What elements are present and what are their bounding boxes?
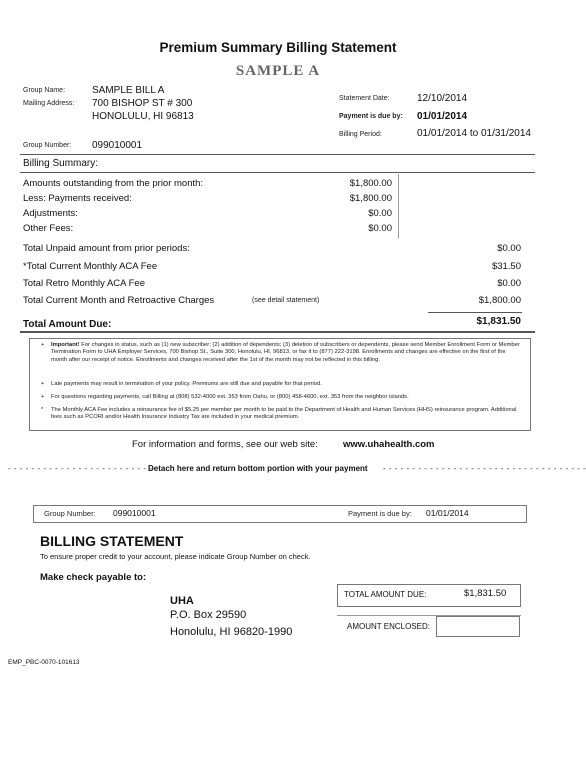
mailing-address-label: Mailing Address: xyxy=(23,100,75,107)
prior-row-label: Less: Payments received: xyxy=(23,193,132,204)
amount-enclosed-label: AMOUNT ENCLOSED: xyxy=(347,622,430,631)
prior-row-amount: $0.00 xyxy=(368,223,392,234)
payee-name: UHA xyxy=(170,595,194,607)
total-due-label: Total Amount Due: xyxy=(23,319,112,330)
notice-bullet: + xyxy=(41,381,45,387)
statement-title: Premium Summary Billing Statement xyxy=(159,40,397,55)
stub-payment-due-label: Payment is due by: xyxy=(348,509,412,518)
total-row-amount: $1,800.00 xyxy=(478,295,521,306)
group-name-value: SAMPLE BILL A xyxy=(92,85,165,96)
form-code: EMP_PBC-0070-101613 xyxy=(8,659,80,666)
payable-label: Make check payable to: xyxy=(40,572,147,583)
notice-bullet: + xyxy=(41,394,45,400)
total-row-label: *Total Current Monthly ACA Fee xyxy=(23,261,158,272)
notice-text: For changes in status, such as (1) new subscriber; (2) addition of dependents; (3) deletion of subscribers or dependents, please send Member Enrollment Form or Member Termination Form to UHA Employer Services, 700 Bishop St., Suite 300, Honolulu, HI, 96813, or fax it to (877) 222-3198. Enrollments and changes are effective on the first of the month after our receipt of notice. Enrollments and changes received after the 1st of the month may not be reflected in this billing. xyxy=(51,342,520,363)
prior-row-amount: $1,800.00 xyxy=(349,193,392,204)
notice-late-payments xyxy=(41,381,521,388)
address-line-1: 700 BISHOP ST # 300 xyxy=(92,98,193,109)
stub-heading: BILLING STATEMENT xyxy=(40,533,184,549)
total-due-top-rule xyxy=(428,312,522,313)
summary-top-rule xyxy=(20,154,535,155)
stub-total-label: TOTAL AMOUNT DUE: xyxy=(344,590,427,599)
stub-instruction: To ensure proper credit to your account, please indicate Group Number on check. xyxy=(40,552,311,561)
total-row-label: Total Unpaid amount from prior periods: xyxy=(23,243,190,254)
total-row-amount: $0.00 xyxy=(497,243,521,254)
group-name-label: Group Name: xyxy=(23,87,66,94)
detail-statement-note: (see detail statement) xyxy=(252,297,320,304)
notice-billing-questions xyxy=(41,394,521,401)
amount-enclosed-field[interactable] xyxy=(436,616,520,637)
stub-total-value: $1,831.50 xyxy=(464,588,507,599)
detach-text: Detach here and return bottom portion with your payment xyxy=(148,464,368,473)
group-number-value: 099010001 xyxy=(92,140,143,151)
payment-due-value: 01/01/2014 xyxy=(417,111,468,122)
address-line-2: HONOLULU, HI 96813 xyxy=(92,111,194,122)
notice-text: Late payments may result in termination of your policy. Premiums are still due and payable for that period. xyxy=(51,381,322,387)
total-row-amount: $31.50 xyxy=(491,261,521,272)
notice-bullet: * xyxy=(41,407,44,413)
summary-heading-rule xyxy=(20,172,535,173)
total-due-bottom-rule xyxy=(20,331,535,333)
summary-heading: Billing Summary: xyxy=(23,158,99,169)
prior-row-amount: $0.00 xyxy=(368,208,392,219)
billing-period-label: Billing Period: xyxy=(339,131,382,138)
total-row-label: Total Current Month and Retroactive Charges xyxy=(23,295,215,306)
detach-dashes-right: - - - - - - - - - - - - - - - - - - - - - - - - - - - - - - - - - - - xyxy=(383,464,586,473)
group-number-label: Group Number: xyxy=(23,142,72,149)
notice-aca-fee xyxy=(41,407,521,422)
total-due-value: $1,831.50 xyxy=(476,316,521,327)
statement-date-value: 12/10/2014 xyxy=(417,93,468,104)
billing-period-value: 01/01/2014 to 01/31/2014 xyxy=(417,128,531,139)
payee-address-2: Honolulu, HI 96820-1990 xyxy=(170,626,293,638)
prior-row-amount: $1,800.00 xyxy=(349,178,392,189)
sample-watermark: SAMPLE A xyxy=(235,63,321,79)
stub-group-number-label: Group Number: xyxy=(44,509,96,518)
website-link[interactable]: www.uhahealth.com xyxy=(343,439,435,450)
prior-row-label: Amounts outstanding from the prior month: xyxy=(23,178,204,189)
detach-dashes-left: - - - - - - - - - - - - - - - - - - - - - - - - - - - xyxy=(8,464,165,473)
notice-important xyxy=(41,342,521,364)
notice-text: The Monthly ACA Fee includes a reinsurance fee of $5.25 per member per month to be paid to the Department of Health and Human Services (HHS) reinsurance program. Additional fees such as PCORI and/or Health Insurance Industry Tax are included in your medical premium. xyxy=(51,407,517,421)
payee-address-1: P.O. Box 29590 xyxy=(170,609,247,621)
total-row-amount: $0.00 xyxy=(497,278,521,289)
payment-due-label: Payment is due by: xyxy=(339,113,403,120)
total-row-label: Total Retro Monthly ACA Fee xyxy=(23,278,145,289)
amount-column-rule xyxy=(398,174,399,238)
prior-row-label: Adjustments: xyxy=(23,208,78,219)
stub-group-number-value: 099010001 xyxy=(113,508,156,518)
stub-payment-due-value: 01/01/2014 xyxy=(426,508,469,518)
notice-text: For questions regarding payments, call Billing at (808) 532-4000 ext. 353 from Oahu, or (800) 458-4600, ext. 353 from the neighbor islands. xyxy=(51,394,409,400)
prior-row-label: Other Fees: xyxy=(23,223,74,234)
website-text: For information and forms, see our web site: xyxy=(132,439,318,450)
notice-important-bold: Important! xyxy=(51,342,80,348)
statement-date-label: Statement Date: xyxy=(339,95,390,102)
notice-bullet: + xyxy=(41,342,45,348)
